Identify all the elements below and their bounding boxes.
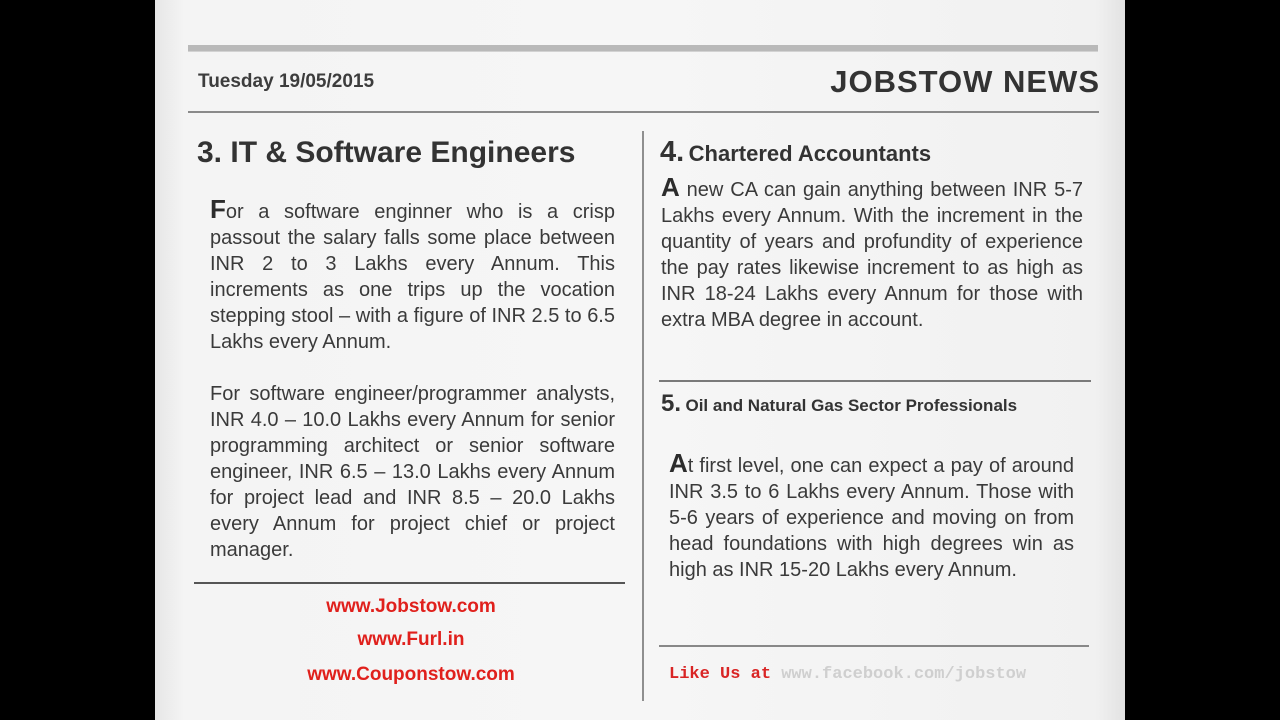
link-couponstow[interactable]: www.Couponstow.com	[307, 664, 515, 685]
section-4-title: Chartered Accountants	[688, 141, 932, 166]
section-3-title: 3. IT & Software Engineers	[197, 136, 576, 169]
section-5-text: t first level, one can expect a pay of around INR 3.5 to 6 Lakhs every Annum. Those with 5-6 years of experience and moving on from head foundations with high degrees win as high as INR 15-20 Lakhs every Annum.	[669, 455, 1074, 581]
masthead: JOBSTOW NEWS	[830, 64, 1100, 99]
section-4-rule	[659, 380, 1091, 382]
section-5-dropcap: A	[669, 448, 688, 478]
section-3-dropcap: F	[210, 194, 226, 224]
section-5-title: Oil and Natural Gas Sector Professionals	[685, 396, 1018, 415]
section-5-heading	[661, 390, 1017, 418]
facebook-link[interactable]: www.facebook.com/jobstow	[781, 665, 1027, 684]
section-5-rule	[659, 645, 1089, 647]
link-furl[interactable]: www.Furl.in	[357, 629, 465, 650]
section-4-heading	[660, 136, 931, 169]
like-us-footer	[669, 665, 1026, 684]
section-3-para-1	[210, 196, 615, 355]
section-4-number: 4.	[660, 136, 685, 168]
top-bar	[188, 45, 1098, 52]
newspaper-page	[155, 0, 1125, 720]
section-3-para-2: For software engineer/programmer analysts, INR 4.0 – 10.0 Lakhs every Annum for senior programming architect or senior software engineer, INR 6.5 – 13.0 Lakhs every Annum for project lead and INR 8.5 – 20.0 Lakhs every Annum for project chief or project manager.	[210, 383, 615, 561]
column-divider	[642, 131, 644, 701]
like-us-label: Like Us at	[669, 665, 772, 684]
section-4-dropcap: A	[661, 172, 680, 202]
section-4-para	[661, 174, 1083, 333]
section-4-text: new CA can gain anything between INR 5-7 Lakhs every Annum. With the increment in the quantity of years and profundity of experience the pay rates likewise increment to as high as INR 18-24 Lakhs every Annum for those with extra MBA degree in account.	[661, 179, 1083, 331]
issue-date: Tuesday 19/05/2015	[198, 71, 375, 92]
link-jobstow[interactable]: www.Jobstow.com	[326, 596, 496, 617]
section-3-para-1-text: or a software enginner who is a crisp passout the salary falls some place between INR 2 to 3 Lakhs every Annum. This increments as one trips up the vocation stepping stool – with a figure of INR 2.5 to 6.5 Lakhs every Annum.	[210, 201, 615, 353]
section-5-number: 5.	[661, 390, 682, 417]
section-5-para	[669, 450, 1074, 583]
left-column-rule	[194, 582, 625, 584]
header-rule	[188, 111, 1099, 113]
